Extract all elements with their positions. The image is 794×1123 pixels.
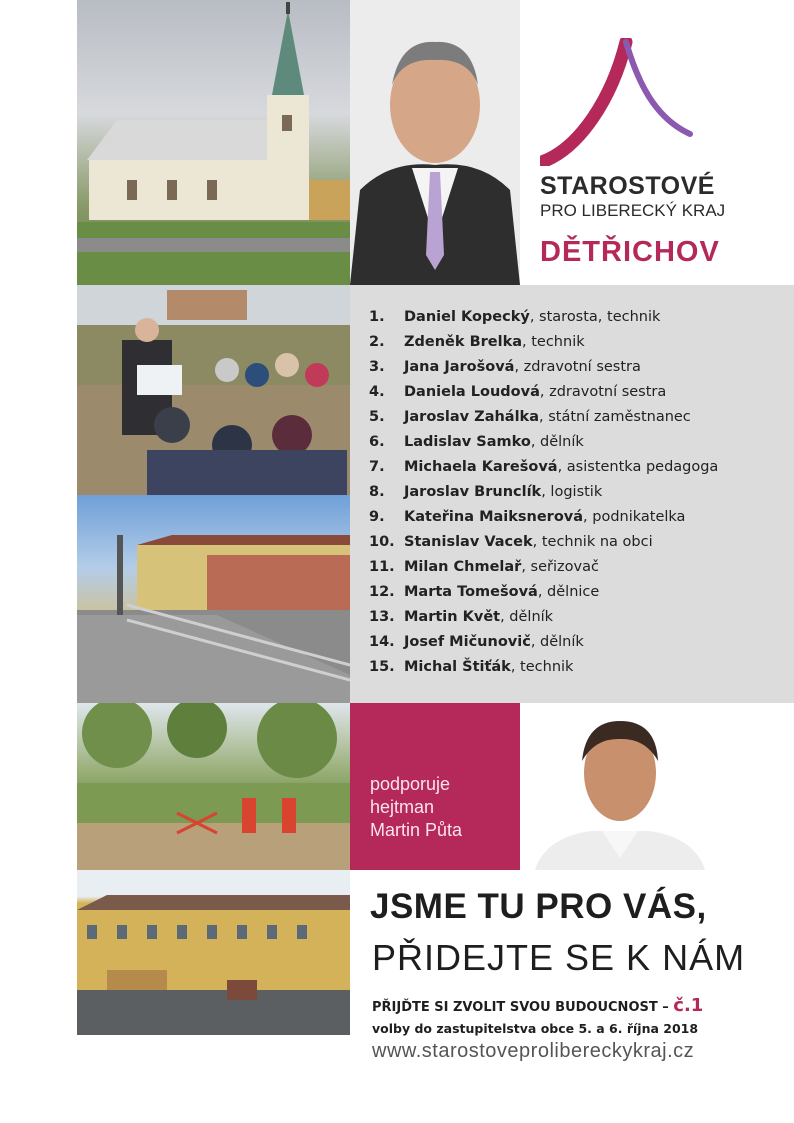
support-line-3: Martin Půta — [370, 820, 463, 840]
street-illustration — [77, 495, 350, 703]
candidate-number: 14. — [369, 634, 395, 650]
candidate-name: Milan Chmelař — [404, 559, 522, 575]
party-logo-icon — [540, 38, 700, 166]
ballot-number: č.1 — [673, 995, 704, 1016]
candidate-portrait — [350, 0, 520, 285]
candidate-name: Kateřina Maiksnerová — [404, 509, 584, 525]
candidate-number: 13. — [369, 609, 395, 625]
group-illustration — [77, 285, 350, 495]
candidate-name: Josef Mičunovič — [404, 634, 531, 650]
call-to-action-text: PŘIJĎTE SI ZVOLIT SVOU BUDOUCNOST – — [372, 1000, 669, 1015]
candidate-item — [369, 505, 794, 530]
town-name: DĚTŘICHOV — [540, 236, 720, 268]
support-panel — [350, 703, 520, 870]
support-line-2: hejtman — [370, 797, 435, 817]
election-date: volby do zastupitelstva obce 5. a 6. října 2018 — [372, 1021, 699, 1036]
playground-illustration — [77, 703, 350, 870]
candidate-item — [369, 455, 794, 480]
candidate-number: 12. — [369, 584, 395, 600]
support-text — [370, 773, 462, 842]
candidate-role: , zdravotní sestra — [539, 384, 667, 400]
website-link[interactable]: www.starostoveprolibereckykraj.cz — [372, 1040, 695, 1062]
candidate-item — [369, 480, 794, 505]
candidate-number: 1. — [369, 309, 385, 325]
candidate-role: , technik — [510, 659, 574, 675]
candidate-role: , dělnice — [537, 584, 600, 600]
candidate-name: Zdeněk Brelka — [404, 334, 523, 350]
candidate-name: Stanislav Vacek — [404, 534, 533, 550]
candidate-name: Jaroslav Brunclík — [404, 484, 542, 500]
school-photo — [77, 870, 350, 1035]
candidate-name: Ladislav Samko — [404, 434, 531, 450]
candidate-item — [369, 405, 794, 430]
candidate-name: Marta Tomešová — [404, 584, 538, 600]
portrait-illustration — [350, 0, 520, 285]
church-photo — [77, 0, 350, 285]
candidate-item — [369, 330, 794, 355]
candidate-number: 4. — [369, 384, 385, 400]
candidate-number: 9. — [369, 509, 385, 525]
candidate-item — [369, 580, 794, 605]
slogan-line-2: PŘIDEJTE SE K NÁM — [372, 937, 746, 978]
school-illustration — [77, 870, 350, 1035]
candidate-number: 6. — [369, 434, 385, 450]
logo-block — [520, 0, 794, 285]
candidate-item — [369, 355, 794, 380]
candidate-number: 8. — [369, 484, 385, 500]
slogan-line-1: JSME TU PRO VÁS, — [370, 887, 707, 926]
candidate-role: , seřizovač — [521, 559, 599, 575]
candidate-item — [369, 530, 794, 555]
playground-photo — [77, 703, 350, 870]
candidate-name: Jaroslav Zahálka — [404, 409, 539, 425]
candidate-name: Martin Květ — [404, 609, 501, 625]
candidate-role: , technik — [522, 334, 585, 350]
candidate-number: 2. — [369, 334, 385, 350]
street-photo — [77, 495, 350, 703]
candidate-role: , logistik — [541, 484, 603, 500]
candidate-name: Michal Štiťák — [404, 659, 511, 675]
candidate-number: 11. — [369, 559, 395, 575]
candidate-item — [369, 380, 794, 405]
church-illustration — [77, 0, 350, 285]
candidate-number: 5. — [369, 409, 385, 425]
candidate-role: , starosta, technik — [529, 309, 661, 325]
candidate-role: , podnikatelka — [583, 509, 686, 525]
brand-subtitle: PRO LIBERECKÝ KRAJ — [540, 201, 726, 220]
candidate-number: 7. — [369, 459, 385, 475]
candidate-role: , asistentka pedagoga — [557, 459, 719, 475]
candidate-role: , zdravotní sestra — [514, 359, 641, 375]
support-line-1: podporuje — [370, 774, 451, 794]
candidate-number: 10. — [369, 534, 395, 550]
candidate-name: Daniel Kopecký — [404, 309, 530, 325]
candidate-item — [369, 655, 794, 680]
candidate-role: , dělník — [530, 634, 584, 650]
candidate-name: Michaela Karešová — [404, 459, 558, 475]
candidate-role: , technik na obci — [532, 534, 653, 550]
call-to-action — [372, 995, 703, 1016]
candidate-name: Daniela Loudová — [404, 384, 540, 400]
candidate-list-panel — [350, 285, 794, 703]
candidate-list — [350, 285, 794, 680]
candidate-number: 15. — [369, 659, 395, 675]
candidate-item — [369, 555, 794, 580]
brand-title: STAROSTOVÉ — [540, 172, 715, 200]
candidate-item — [369, 630, 794, 655]
candidate-role: , státní zaměstnanec — [538, 409, 691, 425]
governor-illustration — [520, 703, 720, 870]
candidate-item — [369, 605, 794, 630]
candidate-item — [369, 305, 794, 330]
candidate-item — [369, 430, 794, 455]
group-photo — [77, 285, 350, 495]
candidate-number: 3. — [369, 359, 385, 375]
governor-portrait — [520, 703, 720, 870]
candidate-role: , dělník — [500, 609, 554, 625]
candidate-role: , dělník — [530, 434, 584, 450]
candidate-name: Jana Jarošová — [404, 359, 515, 375]
